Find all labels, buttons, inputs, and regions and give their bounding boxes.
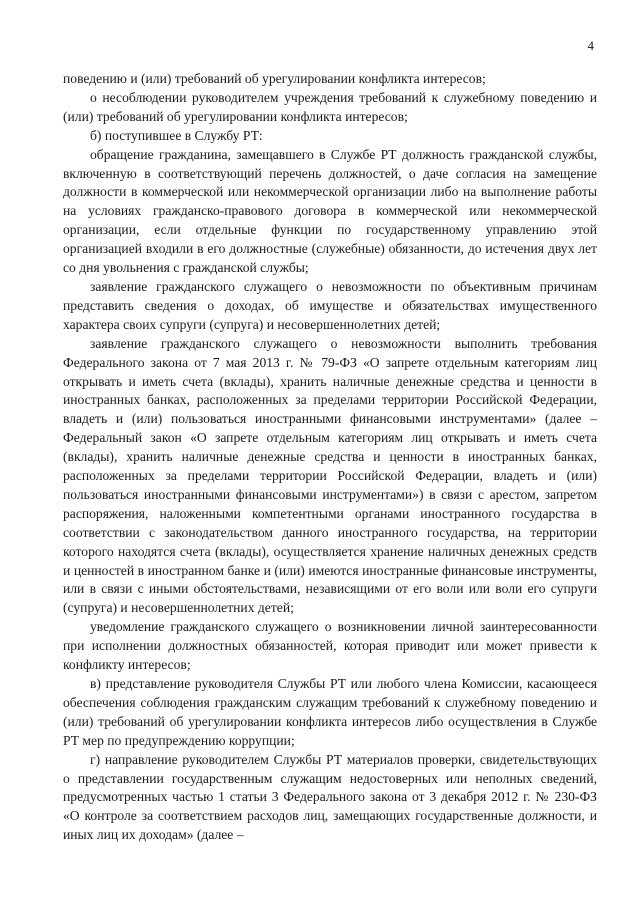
paragraph-item-g: г) направление руководителем Службы РТ материалов проверки, свидетельствующих о представлении государственным служащим недостоверных или неполных сведений, предусмотренных частью 1 статьи 3 Федерального закона от 3 декабря 2012 г. № 230-ФЗ «О контроле за соответствием расходов лиц, замещающих государственные должности, и иных лиц их доходам» (далее – bbox=[63, 751, 597, 843]
paragraph-noncompliance-head: о несоблюдении руководителем учреждения требований к служебному поведению и (или) требований об урегулировании конфликта интересов; bbox=[63, 89, 597, 124]
paragraph-conflict-notice: уведомление гражданского служащего о возникновении личной заинтересованности при исполнении должностных обязанностей, которая приводит или может привести к конфликту интересов; bbox=[63, 619, 597, 673]
page-number: 4 bbox=[587, 38, 594, 53]
paragraph-income-statement: заявление гражданского служащего о невозможности по объективным причинам представить сведения о доходах, об имуществе и обязательствах имущественного характера своих супруги (супруга) и несовершеннолетних детей; bbox=[63, 278, 597, 332]
paragraph-citizen-appeal: обращение гражданина, замещавшего в Службе РТ должность гражданской службы, включенную в соответствующий перечень должностей, о даче согласия на замещение должности в коммерческой или некоммерческой организации либо на выполнение работы на условиях гражданско-правового договора в коммерческой или некоммерческой организации, если отдельные функции по государственному управлению этой организацией входили в его должностные (служебные) обязанности, до истечения двух лет со дня увольнения с гражданской службы; bbox=[63, 146, 597, 276]
document-body bbox=[63, 70, 597, 845]
paragraph-item-v: в) представление руководителя Службы РТ или любого члена Комиссии, касающееся обеспечения соблюдения гражданским служащим требований к служебному поведению и (или) требований об урегулировании конфликта интересов либо осуществления в Службе РТ мер по предупреждению коррупции; bbox=[63, 676, 597, 748]
paragraph-foreign-accounts: заявление гражданского служащего о невозможности выполнить требования Федерального закона от 7 мая 2013 г. № 79-ФЗ «О запрете отдельным категориям лиц открывать и иметь счета (вклады), хранить наличные денежные средства и ценности в иностранных банках, расположенных за пределами территории Российской Федерации, владеть и (или) пользоваться иностранными финансовыми инструментами» (далее – Федеральный закон «О запрете отдельным категориям лиц открывать и иметь счета (вклады), хранить наличные денежные средства и ценности в иностранных банках, расположенных за пределами территории Российской Федерации, владеть и (или) пользоваться иностранными финансовыми инструментами») в связи с арестом, запретом распоряжения, наложенными компетентными органами иностранного государства в соответствии с законодательством данного иностранного государства, на территории которого находятся счета (вклады), осуществляется хранение наличных денежных средств и ценностей в иностранном банке и (или) имеются иностранные финансовые инструменты, или в связи с иными обстоятельствами, независящими от его воли или воли его супруги (супруга) и несовершеннолетних детей; bbox=[63, 335, 597, 616]
paragraph-continuation: поведению и (или) требований об урегулировании конфликта интересов; bbox=[63, 71, 486, 86]
paragraph-item-b-heading: б) поступившее в Службу РТ: bbox=[90, 127, 263, 143]
